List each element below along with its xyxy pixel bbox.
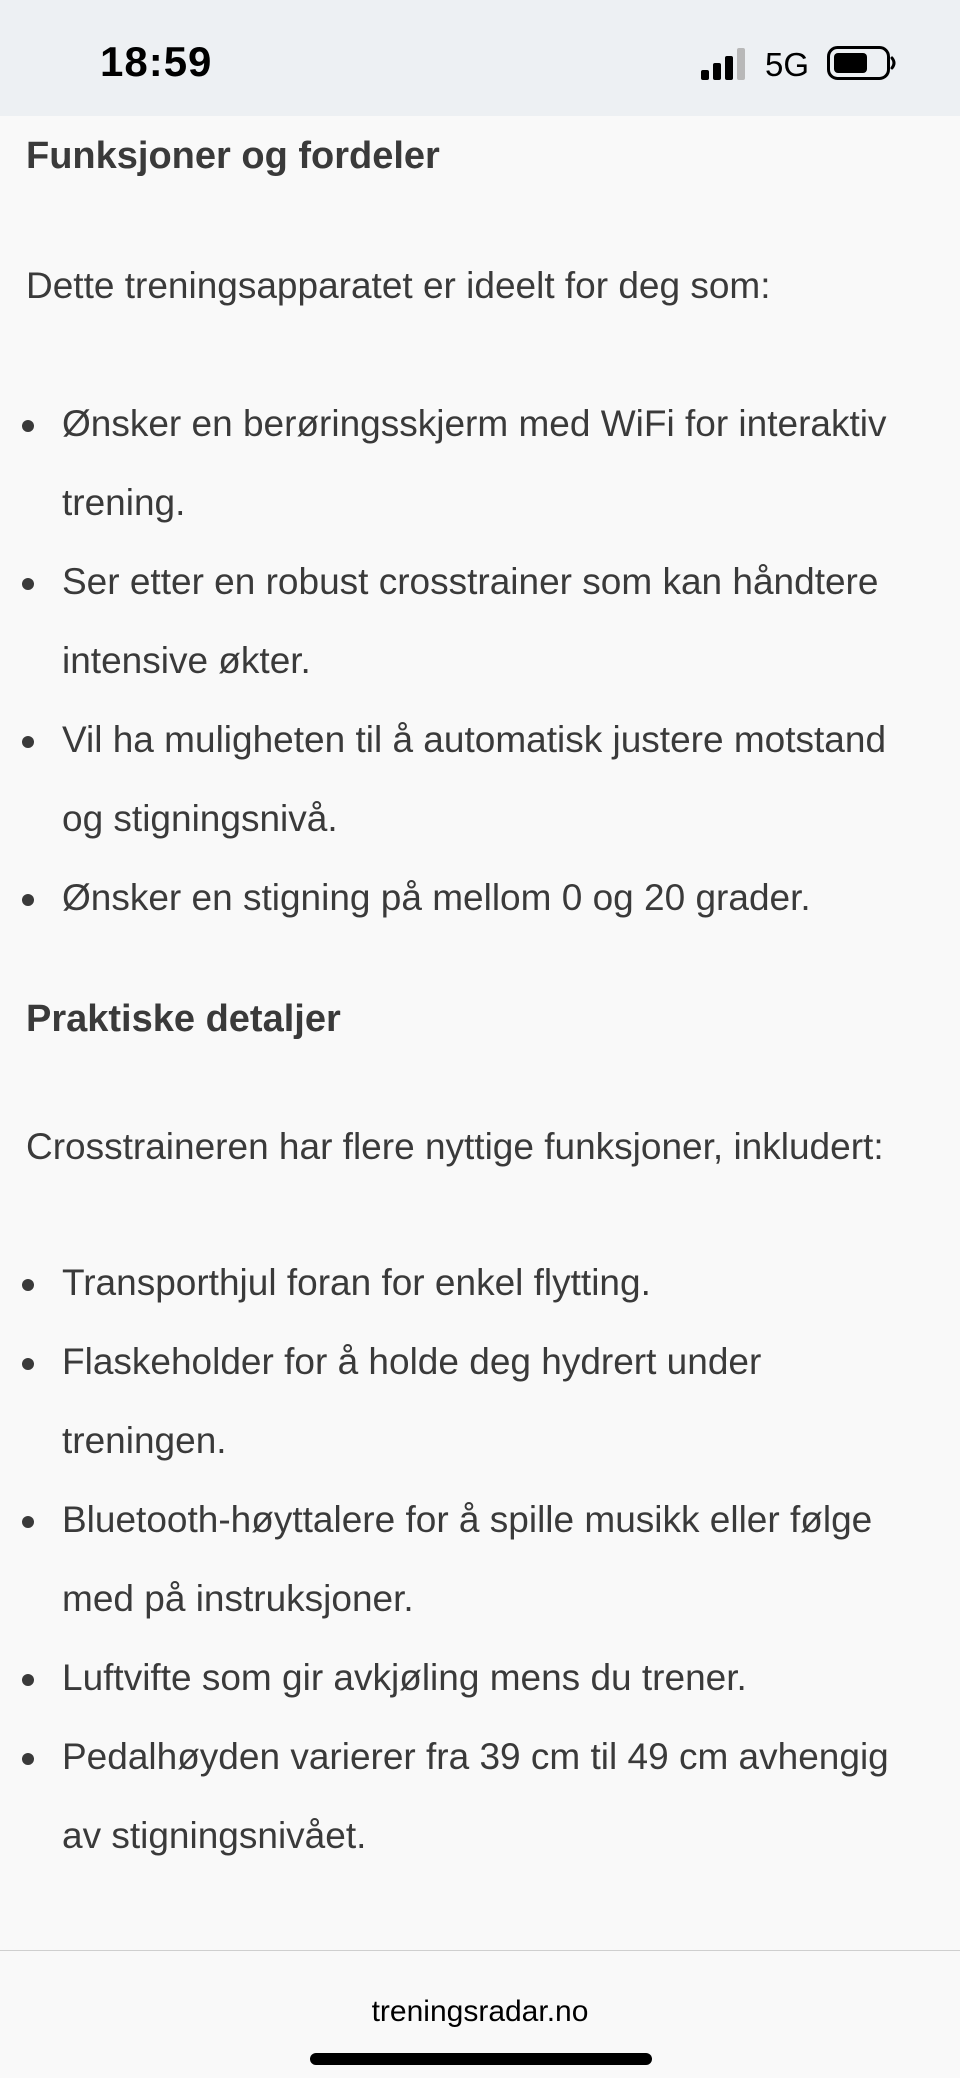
section-praktiske-detaljer	[26, 979, 934, 1875]
list-item: Ser etter en robust crosstrainer som kan håndtere intensive økter.	[26, 542, 934, 700]
article-content	[0, 116, 960, 1875]
section-funksjoner	[26, 116, 934, 937]
network-type-label: 5G	[765, 46, 810, 83]
section-heading: Funksjoner og fordeler	[26, 135, 440, 177]
list-item: Vil ha muligheten til å automatisk justere motstand og stigningsnivå.	[26, 700, 934, 858]
section-intro: Crosstraineren har flere nyttige funksjoner, inkludert:	[26, 1126, 884, 1167]
browser-bottom-bar	[0, 1950, 960, 2078]
list-item: Luftvifte som gir avkjøling mens du trener.	[26, 1638, 934, 1717]
list-item: Pedalhøyden varierer fra 39 cm til 49 cm avhengig av stigningsnivået.	[26, 1717, 934, 1875]
list-item: Ønsker en stigning på mellom 0 og 20 grader.	[26, 858, 934, 937]
url-address-bar[interactable]: treningsradar.no	[371, 1995, 589, 2028]
status-time: 18:59	[100, 38, 213, 85]
list-item: Flaskeholder for å holde deg hydrert under treningen.	[26, 1322, 934, 1480]
home-indicator[interactable]	[310, 2053, 652, 2065]
list-item: Transporthjul foran for enkel flytting.	[26, 1243, 934, 1322]
battery-icon	[827, 46, 897, 80]
section-heading: Praktiske detaljer	[26, 998, 341, 1040]
list-item: Ønsker en berøringsskjerm med WiFi for interaktiv trening.	[26, 384, 934, 542]
list-item: Bluetooth-høyttalere for å spille musikk eller følge med på instruksjoner.	[26, 1480, 934, 1638]
detail-list	[26, 1243, 934, 1875]
signal-icon	[701, 48, 749, 80]
section-intro: Dette treningsapparatet er ideelt for deg som:	[26, 265, 771, 306]
feature-list	[26, 384, 934, 937]
status-bar	[0, 0, 960, 116]
